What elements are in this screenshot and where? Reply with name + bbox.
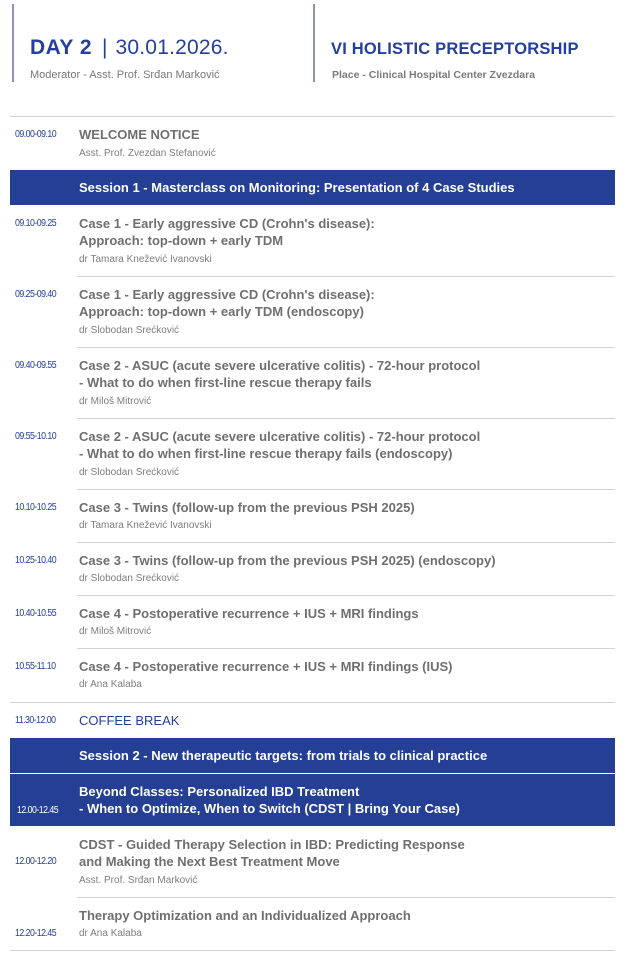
- session-title: Session 1 - Masterclass on Monitoring: Presentation of 4 Case Studies: [79, 180, 515, 195]
- item-title: CDST - Guided Therapy Selection in IBD: Predicting Response and Making the Next Best Treatment Move: [79, 837, 465, 869]
- agenda-item-coffee-break: [0, 704, 640, 736]
- block-title: Beyond Classes: Personalized IBD Treatment - When to Optimize, When to Switch (CDST | Bring Your Case): [79, 784, 460, 816]
- item-time: 10.55-11.10: [15, 661, 56, 672]
- item-time: 10.10-10.25: [15, 502, 57, 513]
- item-time: 10.40-10.55: [15, 608, 57, 619]
- session-1-banner: [10, 170, 615, 205]
- day-date: 30.01.2026.: [115, 36, 229, 59]
- item-time: 09.25-09.40: [15, 289, 57, 300]
- item-time: 10.25-10.40: [15, 555, 57, 566]
- item-time: 09.00-09.10: [15, 129, 57, 140]
- session-2-block: [10, 774, 615, 826]
- item-speaker: Asst. Prof. Zvezdan Stefanović: [79, 148, 216, 159]
- divider: [77, 276, 615, 277]
- agenda-item: [0, 828, 640, 896]
- item-speaker: dr Tamara Knežević Ivanovski: [79, 520, 212, 531]
- item-speaker: dr Slobodan Srećković: [79, 573, 180, 584]
- divider: [77, 648, 615, 649]
- item-time: 11.30-12.00: [15, 715, 56, 726]
- divider: [77, 542, 615, 543]
- item-title: Case 1 - Early aggressive CD (Crohn's disease): Approach: top-down + early TDM (endoscopy): [79, 287, 375, 319]
- agenda-item: [0, 420, 640, 488]
- divider: [10, 950, 615, 951]
- divider: [77, 489, 615, 490]
- session-2-banner: [10, 738, 615, 773]
- program-header: [0, 0, 640, 110]
- item-speaker: dr Ana Kalaba: [79, 679, 142, 690]
- moderator-text: Moderator - Asst. Prof. Srđan Marković: [30, 69, 220, 81]
- block-time: 12.00-12.45: [17, 805, 59, 816]
- agenda-item-welcome: [0, 118, 640, 166]
- item-title: Case 2 - ASUC (acute severe ulcerative colitis) - 72-hour protocol - What to do when first-line rescue therapy fails: [79, 358, 481, 390]
- item-title: Therapy Optimization and an Individualized Approach: [79, 908, 411, 923]
- divider: [10, 702, 615, 703]
- session-title: Session 2 - New therapeutic targets: from trials to clinical practice: [79, 748, 488, 763]
- day-label: DAY 2: [30, 36, 93, 59]
- item-time: 12.20-12.45: [15, 928, 57, 939]
- item-title: Case 2 - ASUC (acute severe ulcerative colitis) - 72-hour protocol - What to do when first-line rescue therapy fails (endoscopy): [79, 429, 481, 461]
- place-text: Place - Clinical Hospital Center Zvezdara: [332, 69, 536, 81]
- day-heading: [30, 36, 229, 60]
- item-speaker: dr Tamara Knežević Ivanovski: [79, 254, 212, 265]
- item-speaker: dr Slobodan Srećković: [79, 467, 180, 478]
- divider: [77, 418, 615, 419]
- item-time: 12.00-12.20: [15, 856, 57, 867]
- header-middle-divider: [313, 4, 315, 82]
- item-speaker: Asst. Prof. Srđan Marković: [79, 875, 198, 886]
- agenda-item: [0, 544, 640, 594]
- item-title: Case 4 - Postoperative recurrence + IUS + MRI findings: [79, 606, 419, 621]
- divider: [77, 897, 615, 898]
- header-left-divider: [12, 4, 14, 82]
- agenda-item: [0, 491, 640, 541]
- item-title: Case 4 - Postoperative recurrence + IUS + MRI findings (IUS): [79, 659, 453, 674]
- day-separator: |: [102, 36, 108, 59]
- item-time: 09.10-09.25: [15, 218, 57, 229]
- divider: [77, 347, 615, 348]
- agenda-item: [0, 650, 640, 700]
- item-title: COFFEE BREAK: [79, 713, 180, 728]
- divider: [77, 595, 615, 596]
- item-speaker: dr Miloš Mitrović: [79, 396, 152, 407]
- item-time: 09.55-10.10: [15, 431, 57, 442]
- agenda-item: [0, 597, 640, 647]
- item-title: Case 3 - Twins (follow-up from the previous PSH 2025) (endoscopy): [79, 553, 496, 568]
- item-title: Case 1 - Early aggressive CD (Crohn's disease): Approach: top-down + early TDM: [79, 216, 375, 248]
- item-speaker: dr Slobodan Srećković: [79, 325, 180, 336]
- agenda-item: [0, 349, 640, 417]
- agenda-item: [0, 278, 640, 346]
- item-speaker: dr Miloš Mitrović: [79, 626, 152, 637]
- item-time: 09.40-09.55: [15, 360, 57, 371]
- item-title: Case 3 - Twins (follow-up from the previous PSH 2025): [79, 500, 415, 515]
- divider: [10, 116, 615, 117]
- event-title: VI HOLISTIC PRECEPTORSHIP: [331, 40, 579, 58]
- agenda-item: [0, 207, 640, 275]
- agenda-item: [0, 899, 640, 949]
- item-title: WELCOME NOTICE: [79, 127, 200, 142]
- item-speaker: dr Ana Kalaba: [79, 928, 142, 939]
